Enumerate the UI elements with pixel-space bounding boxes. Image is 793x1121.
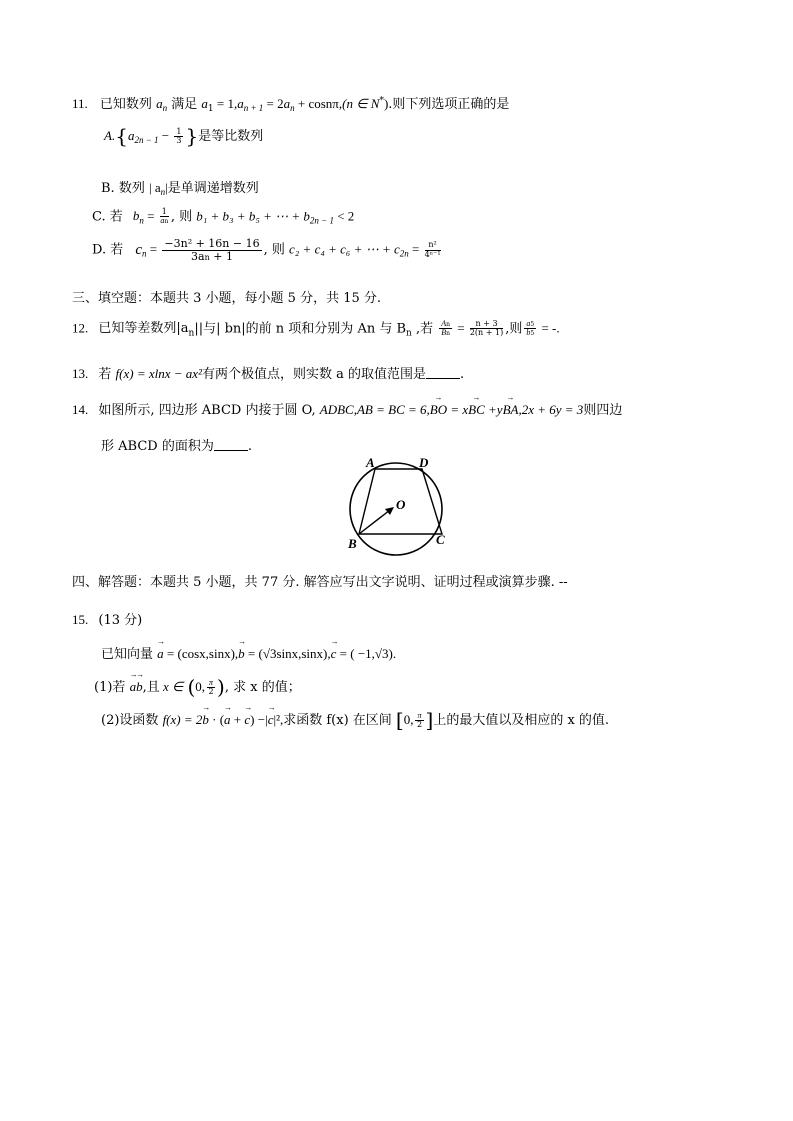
q11-stem: 11. 已知数列 $a_n$ 满足 $a_1 = 1,a_{n + 1} = 2a_n + \cos n\pi,(n$ ∈ N*).则下列选项正确的是 <box>72 96 510 114</box>
q11-option-b: B. 数列 | $a_n|$是单调递增数列 <box>101 180 259 197</box>
q11-option-a: $A.\{a_{2n - 1}$ − $\frac{1}{3}$ }是等比数列 <box>104 124 264 148</box>
q11-option-a-fraction: $\frac{1}{3}$ <box>176 126 182 145</box>
q12: 12. 已知等差数列$|a_n||$与| bn|的前 n 项和分别为 An 与 $B_n$ ,若 $\frac{An}{Bn}$ = $\frac{n + 3}{2(n + 1)}$ ,则 $\frac{a5}{b5}$ = -. <box>72 319 560 339</box>
q13-answer-blank[interactable] <box>426 366 460 379</box>
label-o: O <box>396 497 406 512</box>
label-b: B <box>348 536 357 551</box>
q11-option-d-fraction: $\frac{\text{−3n² + 16n − 16}}{3an + 1}$ <box>164 237 260 263</box>
q15-part-2: (2)设函数 f(x) = 2→ b · (→ a + → c) −|→ c|²,求函数 f(x) 在区间 [0, $\frac{\pi}{2}$ ]上的最大值以及相应的 x 的值. <box>101 708 609 732</box>
q12-fraction-ab: $\frac{An}{Bn}$ <box>441 319 450 338</box>
q15-given: 已知向量 → a = (cosx,sinx),→ b = (√3sinx,sinx),→ c = ( −1,√3). <box>101 646 396 663</box>
vector-bo-arrowhead <box>385 507 394 515</box>
label-a: A <box>366 455 375 470</box>
q11-option-d-result: $\frac{\text{n²}}{\text{4ⁿ⁻¹}}$ <box>424 240 441 259</box>
q11-option-c-fraction: $\frac{1}{an}$ <box>160 207 169 226</box>
q15-part-1: (1)若 → a→ b,且 x ∈ (0, $\frac{\pi}{2}$ ), 求 x 的值； <box>94 675 301 699</box>
q14-line-1: 14. 如图所示, 四边形 ABCD 内接于圆 O, ADBC,AB = BC = 6,→ BO = x→ BC +y→ BA,2x + 6y = 3则四边 <box>72 402 622 419</box>
label-c: C <box>436 532 445 547</box>
q11-option-d: D. 若 $c_n$ = $\frac{\text{−3n² + 16n − 16}}{3an + 1}$ , 则 c₂ + c₄ + c₆ + ⋯ + $c_{2n}$ = $\frac{\text{n²}}{\text{4ⁿ⁻¹}}$ <box>92 237 441 263</box>
q15-part-1-pi-fraction: $\frac{\pi}{2}$ <box>208 677 214 696</box>
q15-header: 15. (13 分) <box>72 612 143 628</box>
q14-answer-blank[interactable] <box>214 438 248 451</box>
q14-figure <box>338 452 460 556</box>
q12-fraction-ratio: $\frac{n + 3}{2(n + 1)}$ <box>469 319 504 338</box>
q15-part-2-pi-fraction: $\frac{\pi}{2}$ <box>416 710 423 729</box>
q12-fraction-target: $\frac{a5}{b5}$ <box>526 319 535 338</box>
section-4-heading: 四、解答题：本题共 5 小题，共 77 分. 解答应写出文字说明、证明过程或演算步骤. -- <box>72 575 568 590</box>
label-d: D <box>419 455 429 470</box>
q14-line-2: 形 ABCD 的面积为 . <box>101 439 252 454</box>
q13: 13. 若 f(x) = xlnx − ax²有两个极值点，则实数 a 的取值范围是 . <box>72 366 465 382</box>
section-3-heading: 三、填空题：本题共 3 小题，每小题 5 分，共 15 分. <box>72 291 382 306</box>
q11-option-c: C. 若 $b_n$ = $\frac{1}{an}$ , 则 b₁ + b₃ + b₅ + ⋯ + $b_{2n - 1} < 2$ <box>92 207 355 226</box>
